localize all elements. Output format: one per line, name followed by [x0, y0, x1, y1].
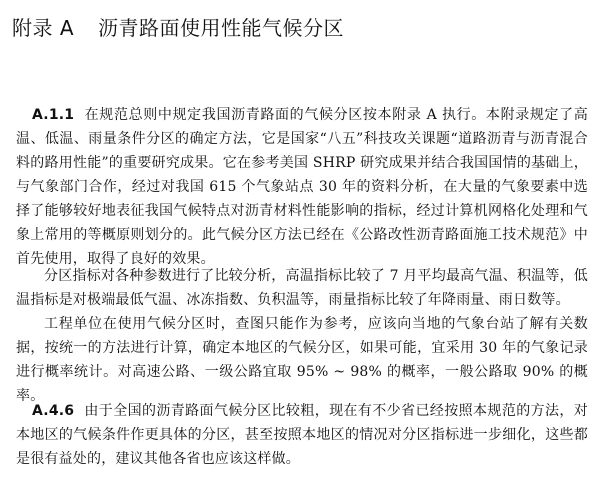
appendix-title-text: 沥青路面使用性能气候分区: [98, 16, 345, 40]
paragraph-text: 工程单位在使用气候分区时，查图只能作为参考，应该向当地的气象台站了解有关数据，按统一的方法进行计算，确定本地区的气候分区，如果可能，宜采用 30 年的气象记录进行概率统计。对高速公路、一级公路宜取 95% ~ 98% 的概率，一般公路取 90% 的概率。: [16, 316, 588, 404]
engineering-usage-paragraph: [16, 312, 588, 408]
appendix-title: [12, 14, 344, 42]
section-a-1-1-paragraph: [16, 103, 588, 271]
zoning-indicators-paragraph: [16, 264, 588, 312]
section-number: A.1.1: [32, 107, 75, 123]
paragraph-text: 在规范总则中规定我国沥青路面的气候分区按本附录 A 执行。本附录规定了高温、低温、雨量条件分区的确定方法，它是国家“八五”科技攻关课题“道路沥青与沥青混合料的路用性能”的重要研究成果。它在参考美国 SHRP 研究成果并结合我国国情的基础上，与气象部门合作，经过对我国 615 个气象站点 30 年的资料分析，在大量的气象要素中选择了能够较好地表征我国气候特点对沥青材料性能影响的指标，经过计算机网格化处理和气象上常用的等概原则划分的。此气候分区方法已经在《公路改性沥青路面施工技术规范》中首先使用，取得了良好的效果。: [16, 107, 588, 267]
section-number: A.4.6: [32, 403, 75, 419]
paragraph-text: 由于全国的沥青路面气候分区比较粗，现在有不少省已经按照本规范的方法，对本地区的气候条件作更具体的分区，甚至按照本地区的情况对分区指标进一步细化，这些都是很有益处的，建议其他各省也应该这样做。: [16, 403, 588, 467]
paragraph-text: 分区指标对各种参数进行了比较分析，高温指标比较了 7 月平均最高气温、积温等，低温指标是对极端最低气温、冰冻指数、负积温等，雨量指标比较了年降雨量、雨日数等。: [16, 268, 588, 308]
appendix-label: 附录 A: [12, 16, 75, 40]
section-a-4-6-paragraph: [16, 399, 588, 471]
